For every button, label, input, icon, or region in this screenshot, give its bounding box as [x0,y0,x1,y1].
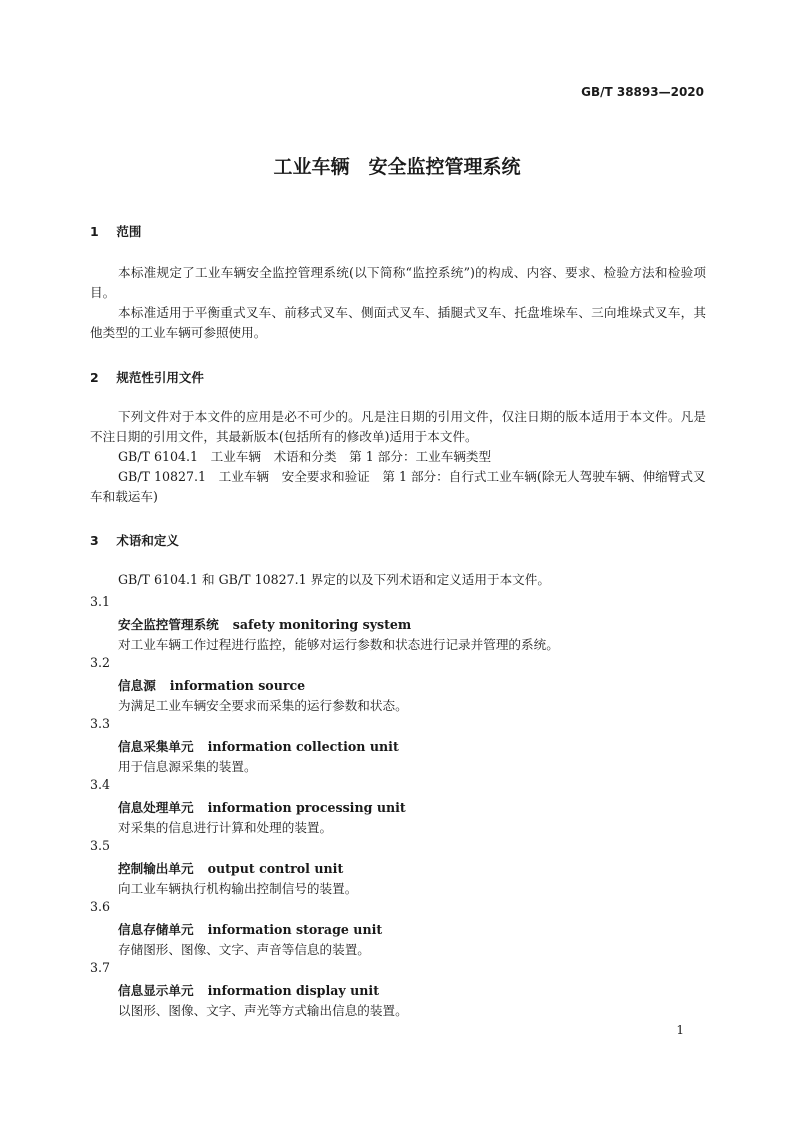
scope-paragraph-1: 本标准规定了工业车辆安全监控管理系统(以下简称“监控系统”)的构成、内容、要求、检验方法和检验项目。 [90,265,706,300]
term-definition: 对工业车辆工作过程进行监控，能够对运行参数和状态进行记录并管理的系统。 [118,637,559,652]
term-number: 3.7 [90,960,111,975]
term-name-en: output control unit [207,861,344,876]
term-definition: 向工业车辆执行机构输出控制信号的装置。 [118,881,358,896]
term-name-en: safety monitoring system [232,617,412,632]
page-number: 1 [676,1023,684,1037]
term-definition: 以图形、图像、文字、声光等方式输出信息的装置。 [118,1003,408,1018]
term-name-zh: 控制输出单元 [118,861,194,876]
term-definition: 对采集的信息进行计算和处理的装置。 [118,820,333,835]
term-number: 3.4 [90,777,111,792]
section-number: 2 [90,370,99,385]
term-name-en: information collection unit [207,739,399,754]
section-title: 术语和定义 [116,533,179,548]
section-2-heading [90,368,204,386]
normative-intro-paragraph: 下列文件对于本文件的应用是必不可少的。凡是注日期的引用文件，仅注日期的版本适用于本文件。凡是不注日期的引用文件，其最新版本(包括所有的修改单)适用于本文件。 [90,409,706,444]
section-title: 规范性引用文件 [116,370,204,385]
terms-intro-paragraph: GB/T 6104.1 和 GB/T 10827.1 界定的以及下列术语和定义适用于本文件。 [118,572,550,587]
term-number: 3.6 [90,899,111,914]
term-name-zh: 信息源 [118,678,156,693]
term-name-en: information display unit [207,983,380,998]
section-number: 3 [90,533,99,548]
term-name-zh: 信息存储单元 [118,922,194,937]
term-name-zh: 信息处理单元 [118,800,194,815]
term-name [118,675,305,694]
term-number: 3.5 [90,838,111,853]
term-number: 3.3 [90,716,111,731]
term-name-en: information processing unit [207,800,406,815]
term-name [118,919,382,938]
term-name-en: information source [169,678,306,693]
term-number: 3.1 [90,594,111,609]
term-name [118,797,406,816]
section-3-heading [90,531,179,549]
term-name [118,980,379,999]
term-name [118,614,411,633]
term-definition: 存储图形、图像、文字、声音等信息的装置。 [118,942,370,957]
term-name-en: information storage unit [207,922,383,937]
term-name-zh: 信息显示单元 [118,983,194,998]
term-name [118,858,343,877]
term-number: 3.2 [90,655,111,670]
term-name-zh: 信息采集单元 [118,739,194,754]
term-name [118,736,399,755]
term-definition: 用于信息源采集的装置。 [118,759,257,774]
reference-item: GB/T 6104.1 工业车辆 术语和分类 第 1 部分：工业车辆类型 [118,449,492,464]
term-name-zh: 安全监控管理系统 [118,617,219,632]
section-number: 1 [90,224,99,239]
term-definition: 为满足工业车辆安全要求而采集的运行参数和状态。 [118,698,408,713]
document-title: 工业车辆 安全监控管理系统 [273,156,521,178]
reference-item: GB/T 10827.1 工业车辆 安全要求和验证 第 1 部分：自行式工业车辆(除无人驾驶车辆、伸缩臂式叉车和载运车) [90,469,706,504]
section-title: 范围 [116,224,142,239]
section-1-heading [90,222,141,240]
standard-code: GB/T 38893—2020 [581,85,704,99]
scope-paragraph-2: 本标准适用于平衡重式叉车、前移式叉车、侧面式叉车、插腿式叉车、托盘堆垛车、三向堆垛式叉车，其他类型的工业车辆可参照使用。 [90,305,706,340]
